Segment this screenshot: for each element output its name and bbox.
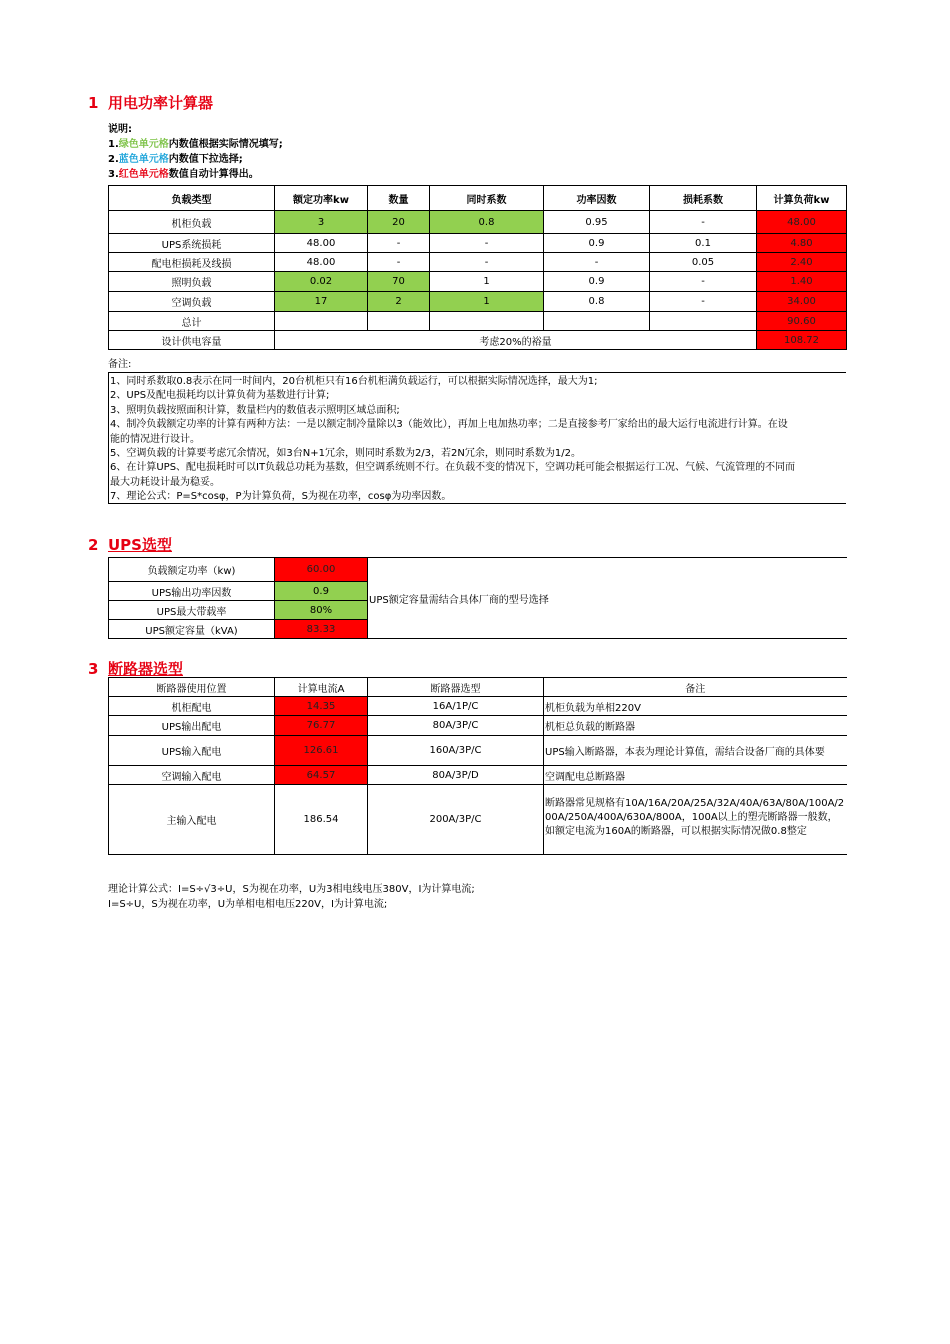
value-cell: - xyxy=(650,211,757,234)
value-cell: 0.9 xyxy=(544,234,650,253)
input-cell[interactable]: 17 xyxy=(275,292,368,312)
breaker-note-cell: 空调配电总断路器 xyxy=(544,766,847,785)
ups-label-cell: UPS输出功率因数 xyxy=(109,582,275,601)
table-row xyxy=(109,716,847,736)
formula-block xyxy=(108,882,475,912)
breaker-cell: 80A/3P/D xyxy=(368,766,544,785)
breaker-cell: 200A/3P/C xyxy=(368,785,544,855)
table-row xyxy=(109,697,847,716)
header-cell: 额定功率kw xyxy=(275,186,368,211)
instruction-3-rest: 数值自动计算得出。 xyxy=(168,169,259,180)
instruction-3-color: 红色单元格 xyxy=(118,169,169,180)
computed-cell: 76.77 xyxy=(275,716,368,736)
instruction-line-3 xyxy=(108,167,283,182)
remark-line: 2、UPS及配电损耗均以计算负荷为基数进行计算; xyxy=(110,390,330,402)
remarks-box xyxy=(108,372,846,504)
input-cell[interactable]: 70 xyxy=(368,272,430,292)
formula-line-1: 理论计算公式：I=S÷√3÷U，S为视在功率，U为3相电线电压380V，I为计算电流; xyxy=(108,884,475,895)
power-calculator-table xyxy=(108,185,847,350)
instruction-2-color: 蓝色单元格 xyxy=(118,154,169,165)
table-row xyxy=(109,736,847,766)
value-cell: 48.00 xyxy=(275,253,368,272)
value-cell: 0.8 xyxy=(544,292,650,312)
computed-cell: 126.61 xyxy=(275,736,368,766)
value-cell: - xyxy=(368,234,430,253)
header-cell: 损耗系数 xyxy=(650,186,757,211)
header-cell: 同时系数 xyxy=(430,186,544,211)
load-type-cell: UPS系统损耗 xyxy=(109,234,275,253)
remark-line: 3、照明负载按照面积计算，数量栏内的数值表示照明区域总面积; xyxy=(110,404,400,416)
header-cell: 备注 xyxy=(544,678,847,697)
value-cell: 0.9 xyxy=(544,272,650,292)
input-cell[interactable]: 20 xyxy=(368,211,430,234)
design-label-cell: 设计供电容量 xyxy=(109,331,275,350)
breaker-cell: 16A/1P/C xyxy=(368,697,544,716)
breaker-cell: 160A/3P/C xyxy=(368,736,544,766)
input-cell[interactable]: 2 xyxy=(368,292,430,312)
location-cell: UPS输入配电 xyxy=(109,736,275,766)
empty-cell xyxy=(650,312,757,331)
ups-selection-table xyxy=(108,557,847,639)
section2-title xyxy=(88,534,172,555)
instruction-line-2 xyxy=(108,152,283,167)
section2-number: 2 xyxy=(88,536,99,554)
location-cell: UPS输出配电 xyxy=(109,716,275,736)
header-cell: 功率因数 xyxy=(544,186,650,211)
table-header-row xyxy=(109,678,847,697)
instruction-line-1 xyxy=(108,137,283,152)
instruction-1-prefix: 1. xyxy=(108,139,119,150)
section3-title-text: 断路器选型 xyxy=(108,660,184,678)
value-cell: - xyxy=(650,272,757,292)
instructions-block xyxy=(108,122,283,182)
value-cell: 48.00 xyxy=(275,234,368,253)
instruction-2-rest: 内数值下拉选择; xyxy=(168,154,243,165)
computed-cell: 4.80 xyxy=(757,234,847,253)
computed-cell: 2.40 xyxy=(757,253,847,272)
table-row-design xyxy=(109,331,847,350)
header-cell: 计算负荷kw xyxy=(757,186,847,211)
ups-label-cell: UPS额定容量（kVA) xyxy=(109,620,275,639)
load-type-cell: 空调负载 xyxy=(109,292,275,312)
instruction-1-rest: 内数值根据实际情况填写; xyxy=(168,139,283,150)
breaker-note-cell: 机柜负载为单相220V xyxy=(544,697,847,716)
table-row-total xyxy=(109,312,847,331)
instruction-3-prefix: 3. xyxy=(108,169,119,180)
input-cell[interactable]: 0.8 xyxy=(430,211,544,234)
header-cell: 断路器选型 xyxy=(368,678,544,697)
table-row xyxy=(109,253,847,272)
section1-title-text: 用电功率计算器 xyxy=(108,94,214,112)
value-cell: - xyxy=(650,292,757,312)
value-cell: 1 xyxy=(430,272,544,292)
location-cell: 主输入配电 xyxy=(109,785,275,855)
section3-title xyxy=(88,658,183,679)
empty-cell xyxy=(368,312,430,331)
breaker-selection-table xyxy=(108,677,847,855)
load-type-cell: 总计 xyxy=(109,312,275,331)
formula-line-2: I=S÷U，S为视在功率，U为单相电相电压220V，I为计算电流; xyxy=(108,899,388,910)
instructions-heading: 说明: xyxy=(108,124,132,135)
computed-cell: 14.35 xyxy=(275,697,368,716)
breaker-cell: 80A/3P/C xyxy=(368,716,544,736)
input-cell[interactable]: 1 xyxy=(430,292,544,312)
table-row xyxy=(109,785,847,855)
load-type-cell: 机柜负载 xyxy=(109,211,275,234)
empty-cell xyxy=(430,312,544,331)
table-row xyxy=(109,292,847,312)
remark-line: 7、理论公式：P=S*cosφ，P为计算负荷，S为视在功率，cosφ为功率因数。 xyxy=(110,491,452,503)
value-cell: - xyxy=(544,253,650,272)
instruction-2-prefix: 2. xyxy=(108,154,119,165)
value-cell: 0.95 xyxy=(544,211,650,234)
remark-line: 1、同时系数取0.8表示在同一时间内，20台机柜只有16台机柜满负载运行，可以根据实际情况选择，最大为1; xyxy=(110,376,598,387)
remark-line: 4、制冷负载额定功率的计算有两种方法：一是以额定制冷量除以3（能效比），再加上电加热功率；二是直接参考厂家给出的最大运行电流进行计算。在设 xyxy=(110,419,788,431)
header-cell: 负载类型 xyxy=(109,186,275,211)
ups-note-cell: UPS额定容量需结合具体厂商的型号选择 xyxy=(368,558,847,639)
section2-title-text: UPS选型 xyxy=(108,536,172,554)
table-row xyxy=(109,234,847,253)
remark-line: 5、空调负载的计算要考虑冗余情况，如3台N+1冗余，则同时系数为2/3，若2N冗余，则同时系数为1/2。 xyxy=(110,448,581,460)
input-cell[interactable]: 3 xyxy=(275,211,368,234)
empty-cell xyxy=(275,312,368,331)
input-cell[interactable]: 0.9 xyxy=(275,582,368,601)
breaker-note-cell: 断路器常见规格有10A/16A/20A/25A/32A/40A/63A/80A/100A/200A/250A/400A/630A/800A，100A以上的塑壳断路器一般数，如额定电流为160A的断路器，可以根据实际情况做0.8整定 xyxy=(544,785,847,855)
remark-line: 能的情况进行设计。 xyxy=(110,433,200,445)
table-row xyxy=(109,766,847,785)
empty-cell xyxy=(544,312,650,331)
table-row xyxy=(109,211,847,234)
computed-cell: 64.57 xyxy=(275,766,368,785)
header-cell: 数量 xyxy=(368,186,430,211)
computed-cell: 34.00 xyxy=(757,292,847,312)
table-row xyxy=(109,558,847,582)
design-value-cell: 108.72 xyxy=(757,331,847,350)
header-cell: 计算电流A xyxy=(275,678,368,697)
design-note-cell: 考虑20%的裕量 xyxy=(275,331,757,350)
ups-label-cell: UPS最大带载率 xyxy=(109,601,275,620)
value-cell: 0.05 xyxy=(650,253,757,272)
breaker-note-cell: UPS输入断路器，本表为理论计算值，需结合设备厂商的具体要 xyxy=(544,736,847,766)
remark-line: 6、在计算UPS、配电损耗时可以IT负载总功耗为基数，但空调系统则不行。在负载不变的情况下，空调功耗可能会根据运行工况、气候、气流管理的不同而 xyxy=(110,462,796,474)
remark-line: 最大功耗设计最为稳妥。 xyxy=(110,476,220,488)
value-cell: 0.1 xyxy=(650,234,757,253)
remark-label: 备注: xyxy=(108,359,132,370)
computed-cell: 60.00 xyxy=(275,558,368,582)
input-cell[interactable]: 80% xyxy=(275,601,368,620)
load-type-cell: 配电柜损耗及线损 xyxy=(109,253,275,272)
input-cell[interactable]: 0.02 xyxy=(275,272,368,292)
computed-cell: 48.00 xyxy=(757,211,847,234)
table-header-row xyxy=(109,186,847,211)
ups-label-cell: 负载额定功率（kw) xyxy=(109,558,275,582)
instruction-1-color: 绿色单元格 xyxy=(118,139,169,150)
value-cell: - xyxy=(430,253,544,272)
total-cell: 90.60 xyxy=(757,312,847,331)
computed-cell: 1.40 xyxy=(757,272,847,292)
header-cell: 断路器使用位置 xyxy=(109,678,275,697)
computed-cell: 83.33 xyxy=(275,620,368,639)
location-cell: 空调输入配电 xyxy=(109,766,275,785)
breaker-note-cell: 机柜总负载的断路器 xyxy=(544,716,847,736)
section1-number: 1 xyxy=(88,94,99,112)
value-cell: 186.54 xyxy=(275,785,368,855)
section3-number: 3 xyxy=(88,660,99,678)
load-type-cell: 照明负载 xyxy=(109,272,275,292)
value-cell: - xyxy=(430,234,544,253)
table-row xyxy=(109,272,847,292)
section1-title xyxy=(88,92,213,113)
location-cell: 机柜配电 xyxy=(109,697,275,716)
value-cell: - xyxy=(368,253,430,272)
